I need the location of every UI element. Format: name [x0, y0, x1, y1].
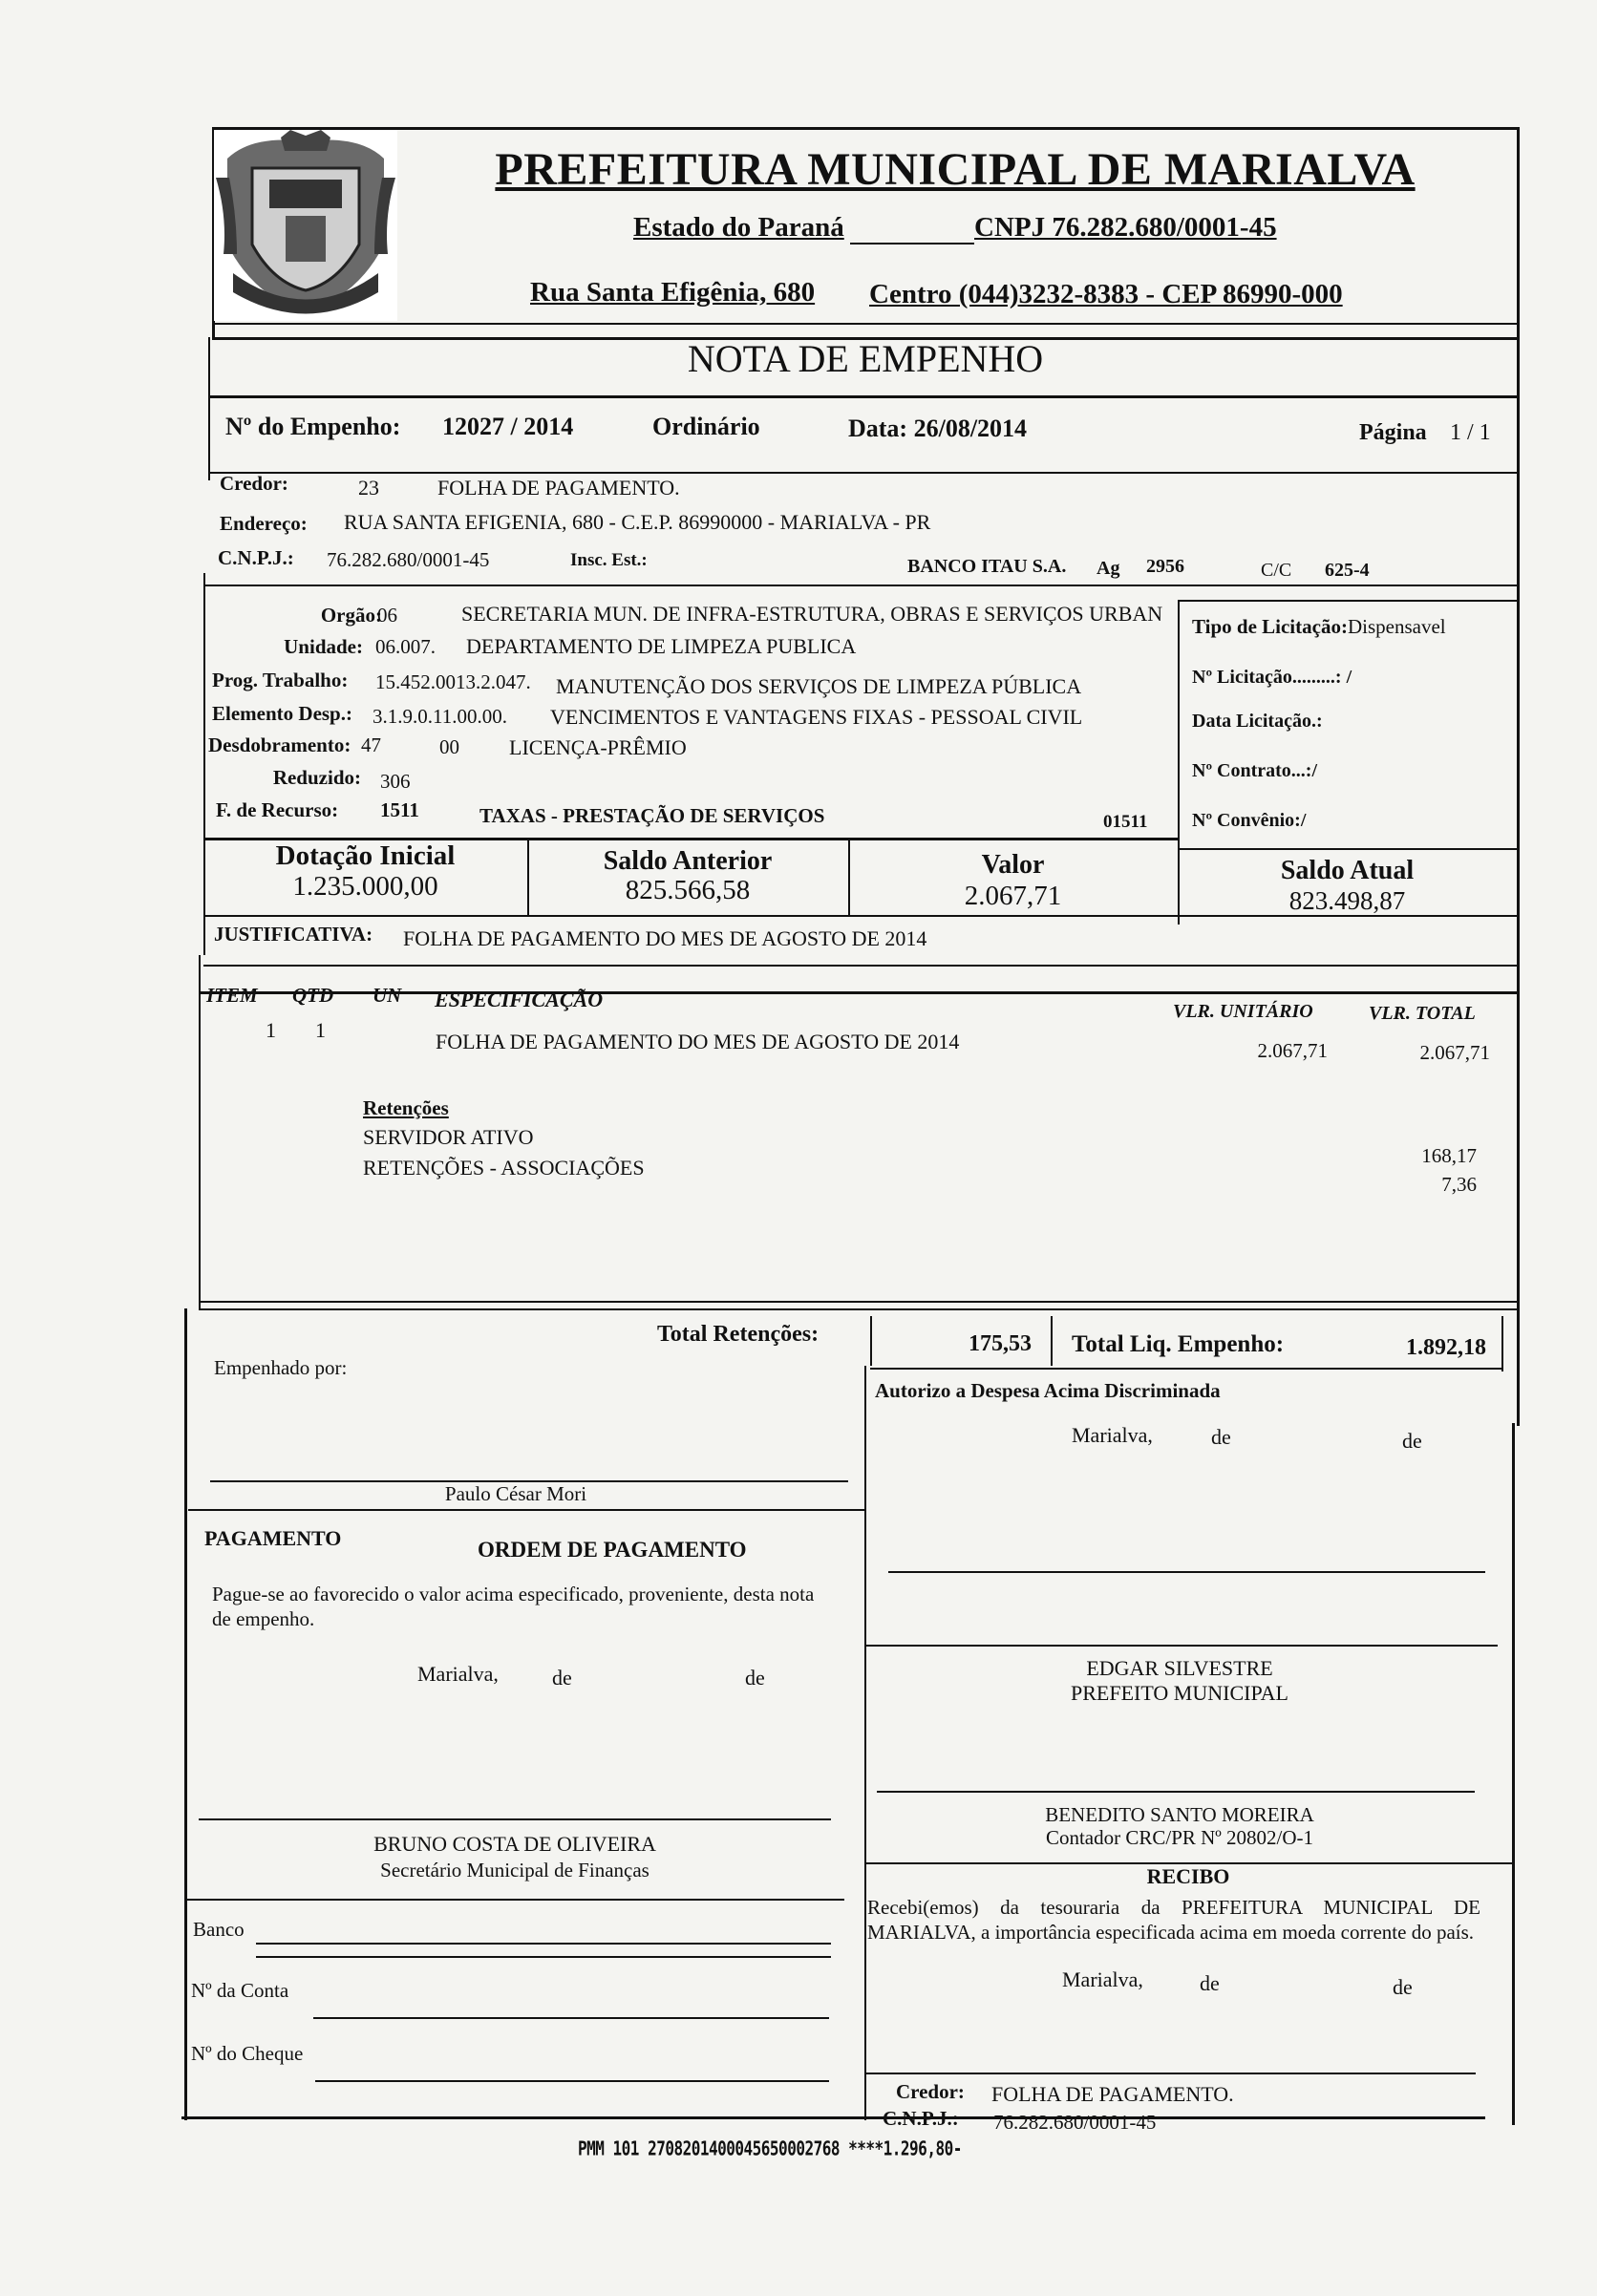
- col-total-value: VLR. TOTAL: [1369, 1003, 1476, 1024]
- dotacao-inicial-value: 1.235.000,00: [292, 871, 438, 902]
- retencao-value: 7,36: [1441, 1173, 1477, 1196]
- total-liq-value: 1.892,18: [1406, 1335, 1486, 1360]
- col-qtd: QTD: [292, 984, 334, 1007]
- col-item: ITEM: [206, 984, 258, 1007]
- header-cnpj: CNPJ 76.282.680/0001-45: [974, 212, 1277, 243]
- dotacao-inicial-label: Dotação Inicial: [275, 840, 456, 871]
- valor-label: Valor: [981, 850, 1045, 880]
- licitacao-convenio: Nº Convênio:/: [1192, 810, 1307, 831]
- secretario-name: BRUNO COSTA DE OLIVEIRA: [373, 1832, 656, 1856]
- agency-number: 2956: [1146, 556, 1184, 577]
- recibo-cnpj-label: C.N.P.J.:: [883, 2107, 959, 2130]
- reduzido-label: Reduzido:: [272, 766, 361, 789]
- prefeito-name: EDGAR SILVESTRE: [1086, 1656, 1273, 1680]
- credor-name: FOLHA DE PAGAMENTO.: [437, 476, 680, 500]
- agency-label: Ag: [1097, 558, 1120, 579]
- licitacao-tipo-label: Tipo de Licitação:: [1192, 615, 1348, 638]
- totais-div-1: [870, 1316, 872, 1366]
- account-number: 625-4: [1325, 560, 1370, 581]
- secretario-signature-line: [199, 1818, 831, 1820]
- retencao-name: SERVIDOR ATIVO: [363, 1125, 534, 1149]
- totais-div-3: [1501, 1316, 1503, 1371]
- totais-div-2: [1051, 1316, 1053, 1366]
- state-underline: [850, 243, 974, 244]
- frame-bottom: [181, 2116, 1485, 2119]
- bank-name: BANCO ITAU S.A.: [907, 556, 1067, 577]
- frame-top: [212, 127, 1519, 130]
- empenho-separator: [208, 472, 1517, 474]
- orgao-name: SECRETARIA MUN. DE INFRA-ESTRUTURA, OBRAS E SERVIÇOS URBAN: [461, 602, 1163, 626]
- orgao-label: Orgão:: [320, 604, 382, 627]
- empenho-number-label: Nº do Empenho:: [225, 413, 401, 440]
- row-spec: FOLHA DE PAGAMENTO DO MES DE AGOSTO DE 2014: [436, 1030, 960, 1053]
- unidade-code: 06.007.: [375, 635, 436, 658]
- banco-top: [187, 1899, 844, 1901]
- col-unit-value: VLR. UNITÁRIO: [1173, 1001, 1313, 1022]
- recurso-code2: 01511: [1103, 812, 1148, 832]
- unidade-label: Unidade:: [284, 635, 363, 658]
- empenho-type: Ordinário: [652, 413, 760, 440]
- municipality-title: PREFEITURA MUNICIPAL DE MARIALVA: [495, 144, 1416, 195]
- pagamento-text: Pague-se ao favorecido o valor acima especificado, proveniente, desta nota de empenho.: [212, 1583, 815, 1630]
- ordem-pagamento-title: ORDEM DE PAGAMENTO: [478, 1538, 747, 1562]
- unidade-name: DEPARTAMENTO DE LIMPEZA PUBLICA: [466, 634, 857, 658]
- retencao-value: 168,17: [1421, 1144, 1477, 1167]
- credor-label: Credor:: [220, 472, 288, 495]
- page-number: 1 / 1: [1450, 420, 1491, 445]
- empenho-date: Data: 26/08/2014: [848, 415, 1028, 442]
- elemento-name: VENCIMENTOS E VANTAGENS FIXAS - PESSOAL CIVIL: [550, 705, 1083, 729]
- saldo-atual-label: Saldo Atual: [1280, 856, 1415, 885]
- empenhado-bottom: [188, 1509, 864, 1511]
- row-total-value: 2.067,71: [1419, 1041, 1490, 1064]
- justificativa-label: JUSTIFICATIVA:: [214, 923, 373, 946]
- totais-top: [199, 1308, 1517, 1310]
- prog-label: Prog. Trabalho:: [212, 669, 349, 691]
- recibo-de-2: de: [1393, 1975, 1413, 1999]
- desdobramento-code2: 00: [439, 735, 459, 758]
- credor-separator: [205, 585, 1517, 586]
- address-street: Rua Santa Efigênia, 680: [530, 277, 816, 308]
- retencoes-title: Retenções: [363, 1096, 449, 1119]
- frame-right: [1517, 127, 1520, 1426]
- desdobramento-label: Desdobramento:: [208, 733, 351, 756]
- licitacao-numero: Nº Licitação.........: /: [1192, 667, 1352, 688]
- address-rest: Centro (044)3232-8383 - CEP 86990-000: [869, 279, 1343, 309]
- contador-signature-line: [877, 1791, 1475, 1793]
- total-retencoes-value: 175,53: [969, 1331, 1032, 1356]
- row-item: 1: [266, 1018, 276, 1042]
- credor-cnpj: 76.282.680/0001-45: [327, 548, 490, 571]
- frame-left-5: [184, 1308, 187, 2120]
- row-unit-value: 2.067,71: [1257, 1039, 1328, 1062]
- conta-label: Nº da Conta: [191, 1979, 289, 2002]
- valores-bottom: [203, 915, 1517, 917]
- banco-line-1: [256, 1943, 831, 1945]
- coat-of-arms-logo: [214, 130, 397, 321]
- recibo-cnpj: 76.282.680/0001-45: [993, 2111, 1157, 2134]
- items-bottom: [199, 1301, 1517, 1303]
- prefeito-role: PREFEITO MUNICIPAL: [1071, 1681, 1288, 1705]
- credor-address: RUA SANTA EFIGENIA, 680 - C.E.P. 86990000 - MARIALVA - PR: [344, 510, 931, 534]
- licitacao-tipo-value: Dispensavel: [1347, 615, 1446, 638]
- contador-name: BENEDITO SANTO MOREIRA: [1045, 1803, 1314, 1826]
- total-liq-label: Total Liq. Empenho:: [1072, 1331, 1285, 1357]
- autorizo-de-2: de: [1402, 1429, 1422, 1453]
- desdobramento-name: LICENÇA-PRÊMIO: [509, 735, 687, 759]
- valor-value: 2.067,71: [964, 881, 1062, 911]
- banco-line-2: [256, 1956, 831, 1958]
- retencao-name: RETENÇÕES - ASSOCIAÇÕES: [363, 1156, 645, 1180]
- licitacao-data: Data Licitação.:: [1192, 711, 1323, 732]
- cheque-line: [315, 2080, 829, 2082]
- pagamento-de-2: de: [745, 1666, 765, 1690]
- footer-code: PMM 101 2708201400045650002768 ****1.296,80-: [578, 2137, 962, 2160]
- licitacao-contrato: Nº Contrato...:/: [1192, 760, 1318, 781]
- col-un: UN: [373, 984, 402, 1007]
- secretario-role: Secretário Municipal de Finanças: [380, 1859, 649, 1881]
- recibo-title: RECIBO: [1146, 1864, 1230, 1888]
- saldo-atual-value: 823.498,87: [1288, 886, 1406, 915]
- credor-code: 23: [358, 476, 379, 500]
- total-retencoes-label: Total Retenções:: [657, 1322, 820, 1347]
- pagamento-city: Marialva,: [417, 1662, 499, 1686]
- saldo-anterior-label: Saldo Anterior: [603, 846, 773, 876]
- prog-name: MANUTENÇÃO DOS SERVIÇOS DE LIMPEZA PÚBLICA: [556, 674, 1082, 698]
- col-spec: ESPECIFICAÇÃO: [435, 988, 604, 1011]
- licitacao-top: [1178, 600, 1517, 602]
- elemento-label: Elemento Desp.:: [212, 702, 352, 725]
- recibo-de-1: de: [1200, 1971, 1220, 1995]
- title-bottom-line: [208, 395, 1517, 398]
- recibo-credor: FOLHA DE PAGAMENTO.: [991, 2082, 1234, 2106]
- recurso-code: 1511: [380, 798, 419, 821]
- justificativa-bottom: [203, 965, 1517, 967]
- contador-role: Contador CRC/PR Nº 20802/O-1: [1045, 1826, 1314, 1849]
- prefeito-top: [864, 1645, 1498, 1647]
- header-separator: [212, 323, 1519, 325]
- autorizo-signature-line: [888, 1571, 1485, 1573]
- frame-left-2: [208, 337, 210, 480]
- page-label: Página: [1359, 420, 1427, 445]
- recibo-city: Marialva,: [1062, 1967, 1143, 1991]
- reduzido-code: 306: [380, 770, 411, 793]
- saldo-anterior-value: 825.566,58: [625, 875, 751, 905]
- elemento-code: 3.1.9.0.11.00.00.: [373, 705, 507, 728]
- frame-right-lower: [1512, 1423, 1515, 2125]
- recibo-credor-label: Credor:: [896, 2080, 965, 2103]
- recibo-signature-line: [864, 2073, 1476, 2074]
- autorizo-de-1: de: [1211, 1425, 1231, 1449]
- recurso-label: F. de Recurso:: [216, 798, 339, 821]
- empenhado-name: Paulo César Mori: [444, 1482, 587, 1505]
- address-label: Endereço:: [220, 512, 308, 535]
- justificativa-text: FOLHA DE PAGAMENTO DO MES DE AGOSTO DE 2014: [403, 926, 927, 950]
- banco-label: Banco: [193, 1918, 245, 1941]
- insc-label: Insc. Est.:: [570, 550, 648, 570]
- frame-left-4: [199, 955, 201, 1308]
- empenho-number: 12027 / 2014: [442, 413, 574, 440]
- lower-mid-divider: [864, 1366, 866, 2120]
- conta-line: [313, 2017, 829, 2019]
- cheque-label: Nº do Cheque: [191, 2042, 304, 2065]
- cnpj-label: C.N.P.J.:: [218, 546, 294, 569]
- autorizo-text: Autorizo a Despesa Acima Discriminada: [875, 1379, 1221, 1402]
- orgao-code: 06: [377, 604, 397, 627]
- recurso-name: TAXAS - PRESTAÇÃO DE SERVIÇOS: [479, 804, 825, 827]
- pagamento-label: PAGAMENTO: [204, 1526, 342, 1550]
- licitacao-tipo: [1192, 615, 1446, 639]
- state-name: Estado do Paraná: [633, 212, 844, 243]
- valores-top-right: [1178, 848, 1517, 850]
- desdobramento-code1: 47: [361, 733, 381, 756]
- recibo-text: Recebi(emos) da tesouraria da PREFEITURA MUNICIPAL DE MARIALVA, a importância especificada acima em moeda corrente do país.: [867, 1896, 1480, 1944]
- prog-code: 15.452.0013.2.047.: [375, 670, 531, 693]
- account-label: C/C: [1261, 560, 1292, 581]
- pagamento-de-1: de: [552, 1666, 572, 1690]
- empenhado-label: Empenhado por:: [214, 1356, 348, 1379]
- autorizo-city: Marialva,: [1072, 1423, 1153, 1447]
- totais-bottom: [870, 1368, 1502, 1370]
- row-qtd: 1: [315, 1018, 326, 1042]
- doc-title: NOTA DE EMPENHO: [687, 337, 1044, 380]
